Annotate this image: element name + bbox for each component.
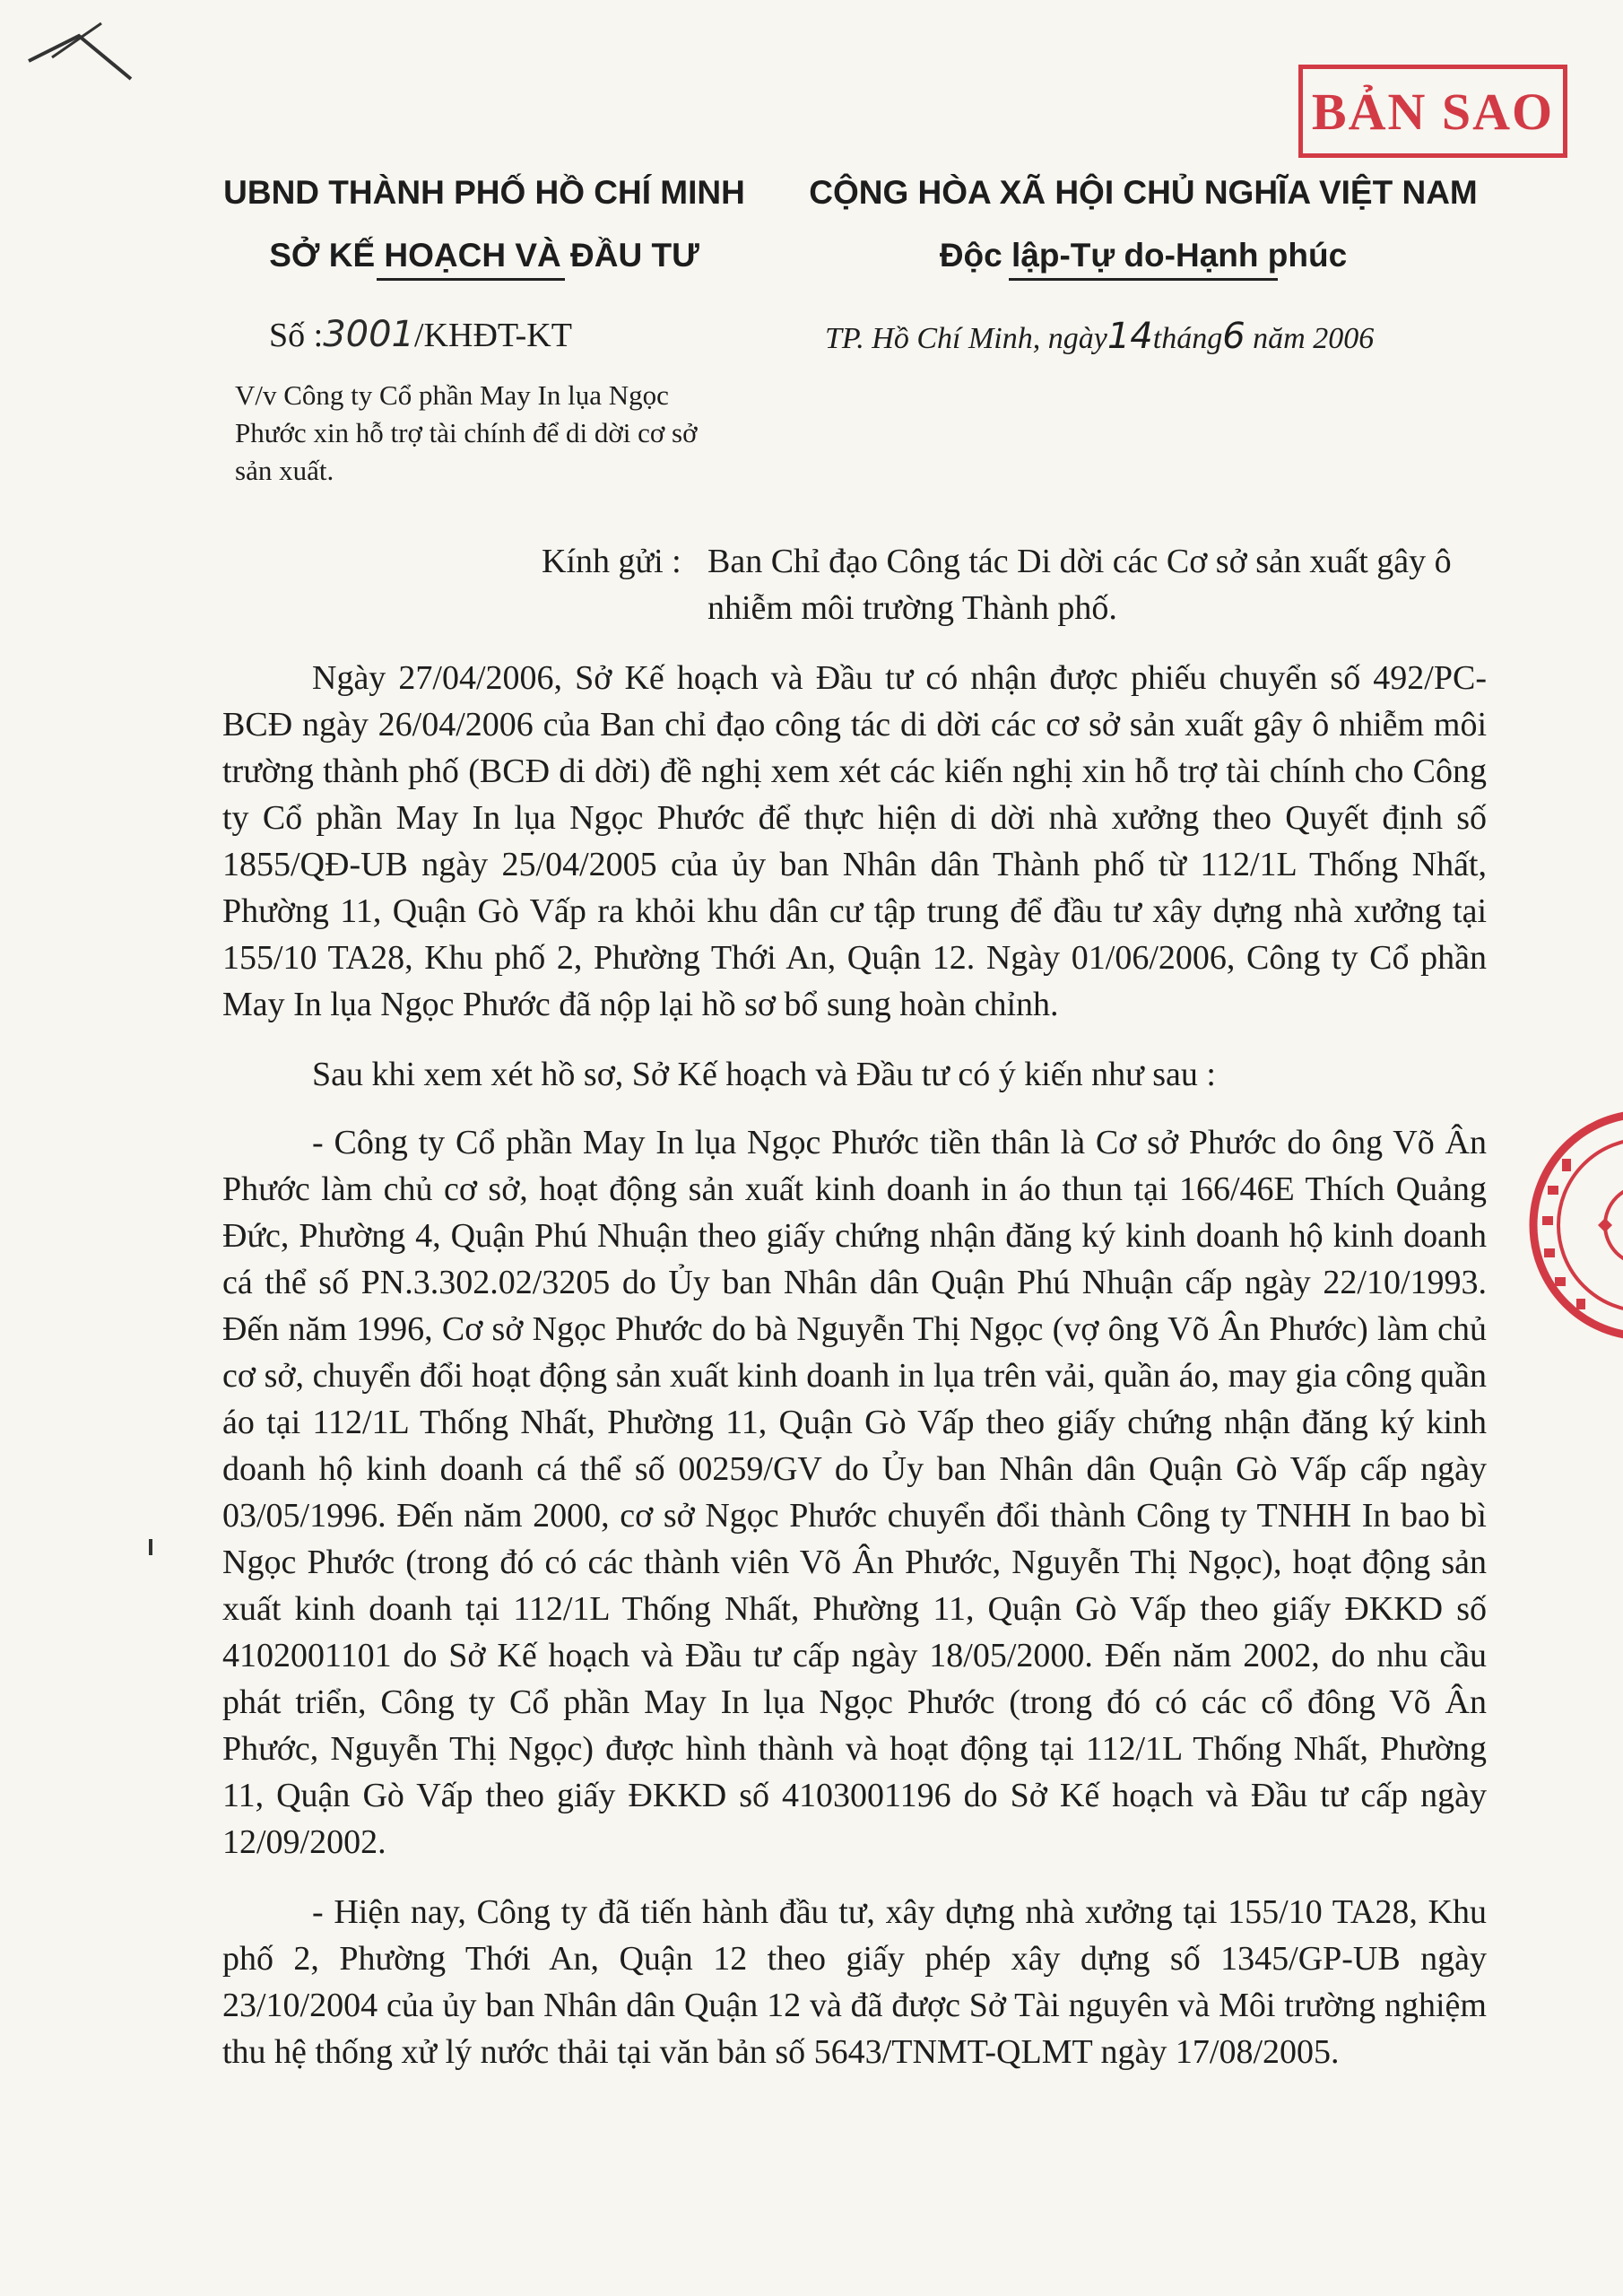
doc-number-prefix: Số : <box>269 317 324 354</box>
motto-underline <box>1009 278 1278 281</box>
letter-body <box>222 655 1487 2099</box>
authority-line-2: SỞ KẾ HOẠCH VÀ ĐẦU TƯ <box>269 237 699 274</box>
national-title: CỘNG HÒA XÃ HỘI CHỦ NGHĨA VIỆT NAM <box>809 174 1478 211</box>
recipient-label: Kính gửi : <box>542 543 681 580</box>
official-seal <box>1492 1100 1623 1351</box>
document-date <box>825 316 1374 357</box>
national-motto: Độc lập-Tự do-Hạnh phúc <box>939 237 1348 274</box>
issuing-authority <box>170 161 798 287</box>
paragraph-intro: Ngày 27/04/2006, Sở Kế hoạch và Đầu tư có nhận được phiếu chuyển số 492/PC-BCĐ ngày 26/04/2006 của Ban chỉ đạo công tác di dời các cơ sở sản xuất gây ô nhiễm môi trường thành phố (BCĐ di dời) đề nghị xem xét các kiến nghị xin hỗ trợ tài chính cho Công ty Cổ phần May In lụa Ngọc Phước để thực hiện di dời nhà xưởng theo Quyết định số 1855/QĐ-UB ngày 25/04/2005 của ủy ban Nhân dân Thành phố từ 112/1L Thống Nhất, Phường 11, Quận Gò Vấp ra khỏi khu dân cư tập trung để đầu tư xây dựng nhà xưởng tại 155/10 TA28, Khu phố 2, Phường Thới An, Quận 12. Ngày 01/06/2006, Công ty Cổ phần May In lụa Ngọc Phước đã nộp lại hồ sơ bổ sung hoàn chỉnh. <box>222 659 1487 1023</box>
pen-mark <box>25 16 151 88</box>
doc-number-handwritten: 3001 <box>323 314 414 355</box>
paragraph-company-history: - Công ty Cổ phần May In lụa Ngọc Phước tiền thân là Cơ sở Phước do ông Võ Ân Phước làm chủ cơ sở, hoạt động sản xuất kinh doanh in áo thun tại 166/46E Thích Quảng Đức, Phường 4, Quận Phú Nhuận theo giấy chứng nhận đăng ký kinh doanh hộ kinh doanh cá thể số PN.3.302.02/3205 do Ủy ban Nhân dân Quận Phú Nhuận cấp ngày 22/10/1993. Đến năm 1996, Cơ sở Ngọc Phước do bà Nguyễn Thị Ngọc (vợ ông Võ Ân Phước) làm chủ cơ sở, chuyển đổi hoạt động sản xuất kinh doanh in lụa trên vải, quần áo, may gia công quần áo tại 112/1L Thống Nhất, Phường 11, Quận Gò Vấp theo giấy chứng nhận đăng ký kinh doanh hộ kinh doanh cá thể số 00259/GV do Ủy ban Nhân dân Quận Gò Vấp cấp ngày 03/05/1996. Đến năm 2000, cơ sở Ngọc Phước chuyển đổi thành Công ty TNHH In bao bì Ngọc Phước (trong đó có các thành viên Võ Ân Phước, Nguyễn Thị Ngọc), hoạt động sản xuất kinh doanh tại 112/1L Thống Nhất, Phường 11, Quận Gò Vấp theo giấy ĐKKD số 4102001101 do Sở Kế hoạch và Đầu tư cấp ngày 18/05/2000. Đến năm 2002, do nhu cầu phát triển, Công ty Cổ phần May In lụa Ngọc Phước (trong đó có các cổ đông Võ Ân Phước, Nguyễn Thị Ngọc) được hình thành và hoạt động tại 112/1L Thống Nhất, Phường 11, Quận Gò Vấp theo giấy ĐKKD số 4103001196 do Sở Kế hoạch và Đầu tư cấp ngày 12/09/2002. <box>222 1124 1487 1861</box>
date-year: năm 2006 <box>1253 322 1375 355</box>
date-day: 14 <box>1107 316 1153 357</box>
recipient-value: Ban Chỉ đạo Công tác Di dời các Cơ sở sản xuất gây ô nhiễm môi trường Thành phố. <box>707 543 1452 627</box>
date-place: TP. Hồ Chí Minh, ngày <box>825 322 1107 355</box>
national-header <box>780 161 1506 287</box>
authority-underline <box>377 278 565 281</box>
authority-line-1: UBND THÀNH PHỐ HỒ CHÍ MINH <box>223 174 745 211</box>
recipient-block <box>542 538 1528 631</box>
date-month: 6 <box>1222 316 1245 357</box>
document-number <box>269 314 572 355</box>
subject-line: V/v Công ty Cổ phần May In lụa Ngọc Phước xin hỗ trợ tài chính để di dời cơ sở sản xuất. <box>235 379 698 486</box>
date-month-label: tháng <box>1152 322 1223 355</box>
paragraph-opinion-lead: Sau khi xem xét hồ sơ, Sở Kế hoạch và Đầu tư có ý kiến như sau : <box>312 1056 1216 1093</box>
paragraph-current-status: - Hiện nay, Công ty đã tiến hành đầu tư, xây dựng nhà xưởng tại 155/10 TA28, Khu phố 2, Phường Thới An, Quận 12 theo giấy phép xây dựng số 1345/GP-UB ngày 23/10/2004 của ủy ban Nhân dân Quận 12 và đã được Sở Tài nguyên và Môi trường nghiệm thu hệ thống xử lý nước thải tại văn bản số 5643/TNMT-QLMT ngày 17/08/2005. <box>222 1893 1487 2071</box>
copy-stamp <box>1298 65 1567 158</box>
margin-tick <box>149 1539 152 1555</box>
doc-number-suffix: /KHĐT-KT <box>414 317 572 354</box>
copy-stamp-label: BẢN SAO <box>1311 82 1555 141</box>
